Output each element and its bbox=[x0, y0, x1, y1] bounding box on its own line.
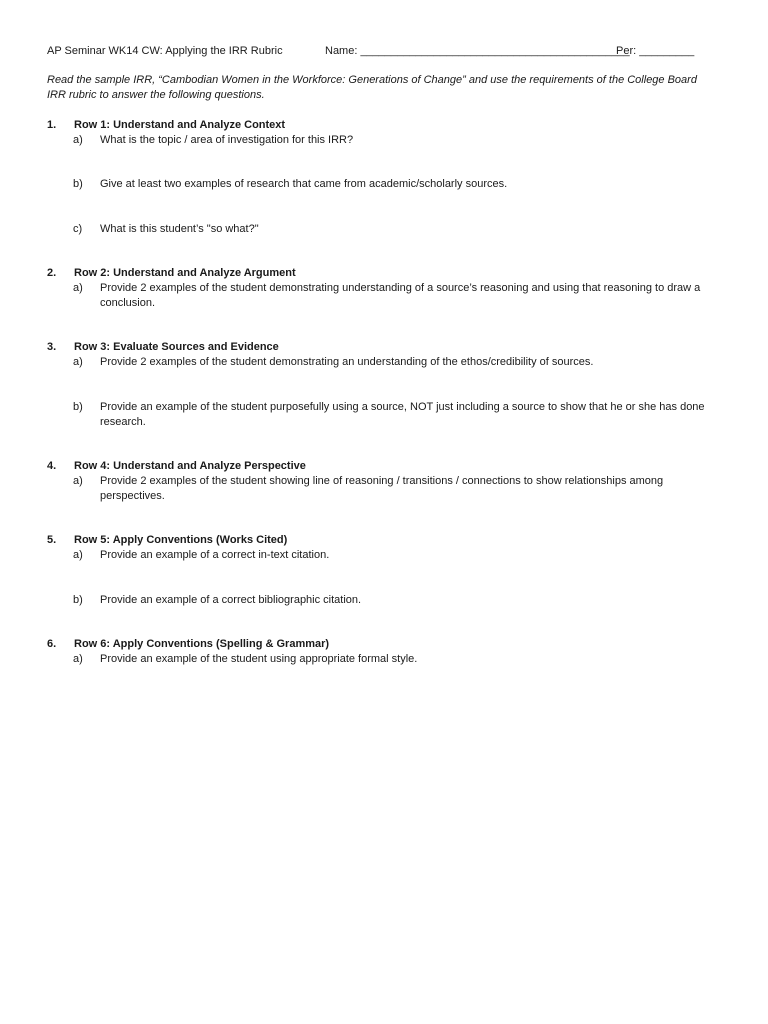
question-title: Row 3: Evaluate Sources and Evidence bbox=[74, 341, 279, 353]
sub-question bbox=[47, 281, 727, 311]
question-3 bbox=[47, 340, 727, 430]
sub-question-text: Provide 2 examples of the student demonstrating understanding of a source’s reasoning and using that reasoning to draw a conclusion. bbox=[100, 282, 701, 309]
question-heading bbox=[47, 340, 727, 355]
question-heading bbox=[47, 118, 727, 133]
sub-question-text: Provide 2 examples of the student showing line of reasoning / transitions / connections to show relationships among perspectives. bbox=[100, 475, 664, 502]
question-number: 3. bbox=[47, 341, 57, 353]
question-number: 1. bbox=[47, 119, 57, 131]
question-4 bbox=[47, 459, 727, 504]
sub-question bbox=[47, 548, 727, 563]
question-number: 6. bbox=[47, 638, 57, 650]
sub-question-text: Provide an example of a correct in-text citation. bbox=[100, 549, 330, 561]
question-title: Row 2: Understand and Analyze Argument bbox=[74, 267, 296, 279]
sub-question-letter: c) bbox=[73, 223, 83, 235]
sub-question-letter: a) bbox=[73, 475, 83, 487]
sub-question-letter: a) bbox=[73, 356, 83, 368]
name-field: Name: ____________________________________________ bbox=[325, 45, 630, 57]
question-5 bbox=[47, 533, 727, 608]
sub-question-letter: b) bbox=[73, 178, 83, 190]
worksheet-header bbox=[47, 44, 727, 60]
sub-question-letter: b) bbox=[73, 594, 83, 606]
sub-question-text: What is this student’s "so what?" bbox=[100, 223, 259, 235]
sub-question-text: Provide an example of a correct bibliographic citation. bbox=[100, 594, 362, 606]
sub-question bbox=[47, 133, 727, 148]
period-field: Per: _________ bbox=[616, 45, 695, 57]
sub-question bbox=[47, 400, 727, 430]
question-heading bbox=[47, 637, 727, 652]
question-title: Row 1: Understand and Analyze Context bbox=[74, 119, 286, 131]
question-title: Row 6: Apply Conventions (Spelling & Grammar) bbox=[74, 638, 330, 650]
question-number: 4. bbox=[47, 460, 57, 472]
sub-question bbox=[47, 355, 727, 370]
question-heading bbox=[47, 459, 727, 474]
sub-question bbox=[47, 222, 727, 237]
question-number: 5. bbox=[47, 534, 57, 546]
sub-question-text: Provide an example of the student purposefully using a source, NOT just including a source to show that he or she has done research. bbox=[100, 401, 705, 428]
sub-question bbox=[47, 593, 727, 608]
question-2 bbox=[47, 266, 727, 311]
sub-question bbox=[47, 177, 727, 192]
sub-question-letter: a) bbox=[73, 549, 83, 561]
sub-question-letter: a) bbox=[73, 282, 83, 294]
question-title: Row 5: Apply Conventions (Works Cited) bbox=[74, 534, 288, 546]
sub-question bbox=[47, 474, 727, 504]
sub-question-letter: a) bbox=[73, 134, 83, 146]
question-heading bbox=[47, 266, 727, 281]
sub-question-letter: b) bbox=[73, 401, 83, 413]
sub-question-text: Give at least two examples of research that came from academic/scholarly sources. bbox=[100, 178, 508, 190]
question-6 bbox=[47, 637, 727, 667]
question-title: Row 4: Understand and Analyze Perspective bbox=[74, 460, 306, 472]
sub-question-text: Provide an example of the student using appropriate formal style. bbox=[100, 653, 418, 665]
question-number: 2. bbox=[47, 267, 57, 279]
sub-question bbox=[47, 652, 727, 667]
worksheet-title: AP Seminar WK14 CW: Applying the IRR Rubric bbox=[47, 45, 283, 57]
question-heading bbox=[47, 533, 727, 548]
sub-question-text: Provide 2 examples of the student demonstrating an understanding of the ethos/credibility of sources. bbox=[100, 356, 594, 368]
instructions: Read the sample IRR, “Cambodian Women in the Workforce: Generations of Change” and use the requirements of the College Board IRR rubric to answer the following questions. bbox=[47, 74, 697, 101]
sub-question-letter: a) bbox=[73, 653, 83, 665]
question-1 bbox=[47, 118, 727, 237]
sub-question-text: What is the topic / area of investigation for this IRR? bbox=[100, 134, 354, 146]
